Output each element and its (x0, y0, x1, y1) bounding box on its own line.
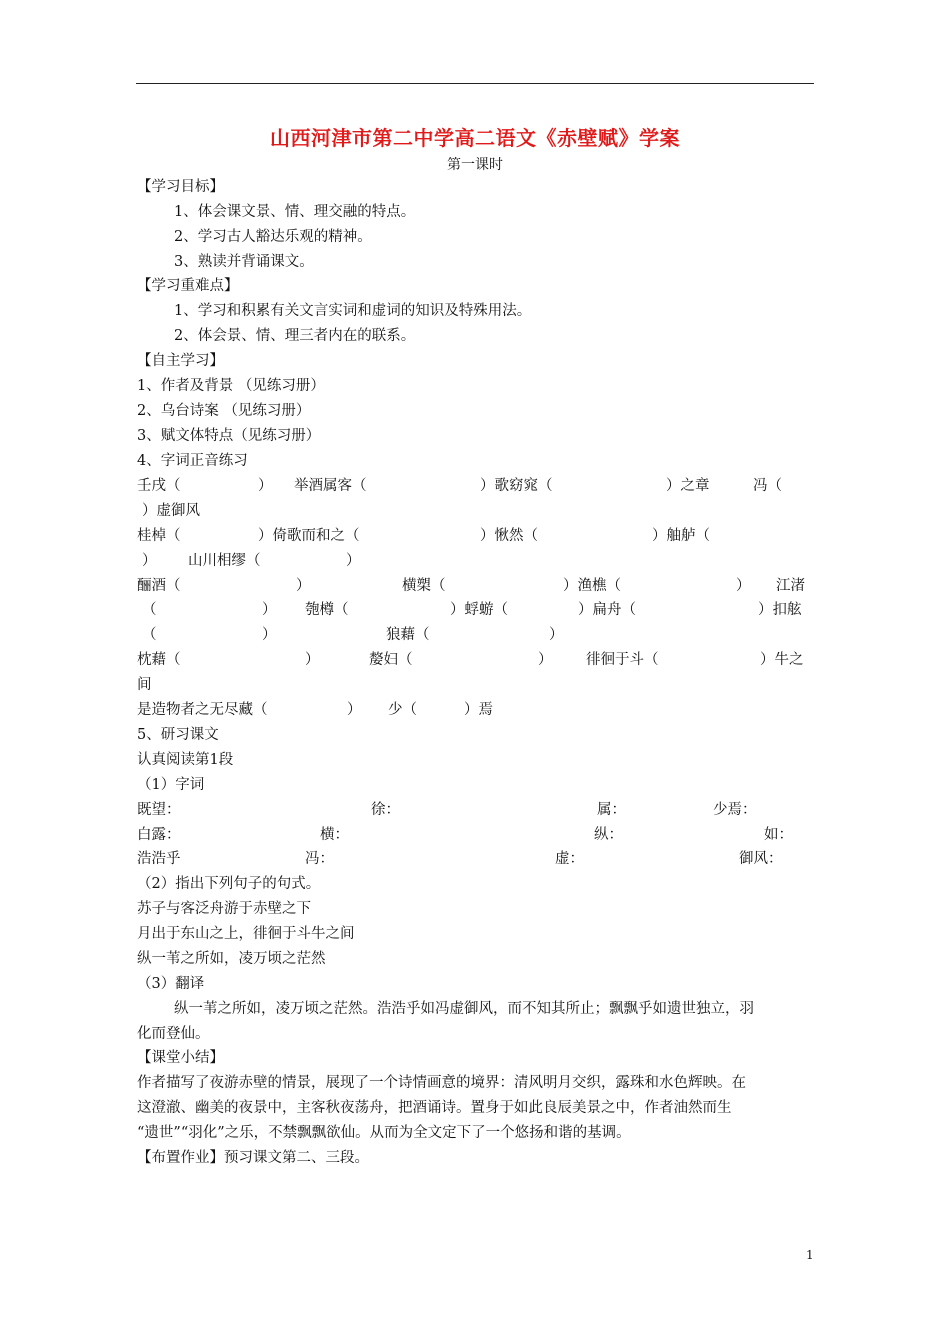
pron-term: 江渚 (776, 578, 805, 594)
pron-bracket: ） (296, 578, 311, 594)
pron-term: 是造物者之无尽藏（ (137, 702, 268, 718)
pron-term: 少（ (388, 702, 417, 718)
pron-bracket: ） (262, 627, 277, 643)
pron-term: 横槊（ (402, 578, 446, 594)
vocab-term: 虚： (555, 851, 584, 867)
self-study-item: 4、字词正音练习 (137, 453, 248, 469)
sentence-item: 纵一苇之所如，凌万顷之茫然 (137, 951, 326, 967)
goal-item: 2、学习古人豁达乐观的精神。 (174, 229, 372, 245)
pron-term: ）蜉蝣（ (450, 602, 508, 618)
vocab-term: 徐： (371, 802, 400, 818)
vocab-heading: （1）字词 (137, 777, 205, 793)
pron-term: 枕藉（ (137, 652, 181, 668)
pron-bracket: ） (538, 652, 553, 668)
vocab-term: 既望： (137, 802, 181, 818)
vocab-term: 少焉： (713, 802, 757, 818)
difficulties-heading: 【学习重难点】 (137, 278, 239, 294)
vocab-term: 白露： (137, 827, 181, 843)
goal-item: 1、体会课文景、情、理交融的特点。 (174, 204, 416, 220)
pron-term: 匏樽（ (305, 602, 349, 618)
pron-term: ）扣舷 (758, 602, 802, 618)
pron-bracket: ） (142, 553, 157, 569)
translate-text: 纵一苇之所如，凌万顷之茫然。浩浩乎如冯虚御风，而不知其所止；飘飘乎如遗世独立，羽 (174, 1001, 754, 1017)
pron-term: ）歌窈窕（ (480, 478, 553, 494)
sentence-heading: （2）指出下列句子的句式。 (137, 876, 321, 892)
sentence-item: 苏子与客泛舟游于赤壁之下 (137, 901, 311, 917)
summary-text: 这澄澈、幽美的夜景中，主客秋夜荡舟，把酒诵诗。置身于如此良辰美景之中，作者油然而生 (137, 1100, 732, 1116)
pron-term: 酾酒（ (137, 578, 181, 594)
self-study-item: 1、作者及背景 （见练习册） (137, 378, 325, 394)
difficulty-item: 2、体会景、情、理三者内在的联系。 (174, 328, 416, 344)
document-title: 山西河津市第二中学高二语文《赤壁赋》学案 (270, 126, 680, 150)
goals-heading: 【学习目标】 (137, 179, 224, 195)
pron-term: 桂棹（ (137, 528, 181, 544)
pron-term: ）倚歌而和之（ (258, 528, 360, 544)
pron-term: 狼藉（ (386, 627, 430, 643)
homework-line (137, 1148, 369, 1168)
study-text-heading: 5、研习课文 (137, 727, 219, 743)
vocab-term: 冯： (305, 851, 334, 867)
pron-term: 壬戌（ (137, 478, 181, 494)
summary-text: 作者描写了夜游赤壁的情景，展现了一个诗情画意的境界：清风明月交织，露珠和水色辉映。在 (137, 1075, 746, 1091)
header-rule (136, 83, 814, 84)
pron-term: ）扁舟（ (578, 602, 636, 618)
pron-term: ）焉 (464, 702, 493, 718)
translate-text: 化而登仙。 (137, 1026, 210, 1042)
pron-bracket: ） (258, 478, 273, 494)
summary-heading: 【课堂小结】 (137, 1050, 224, 1066)
difficulty-item: 1、学习和积累有关文言实词和虚词的知识及特殊用法。 (174, 303, 532, 319)
vocab-term: 御风： (739, 851, 783, 867)
pron-bracket: ） (347, 702, 362, 718)
pron-term: 徘徊于斗（ (586, 652, 659, 668)
pron-bracket: ） (549, 627, 564, 643)
homework-text: 预习课文第二、三段。 (224, 1150, 369, 1166)
pron-term: 冯（ (753, 478, 782, 494)
self-study-item: 3、赋文体特点（见练习册） (137, 428, 321, 444)
vocab-term: 浩浩乎 (137, 851, 181, 867)
lesson-subtitle: 第一课时 (447, 157, 503, 173)
goal-item: 3、熟读并背诵课文。 (174, 254, 314, 270)
self-study-heading: 【自主学习】 (137, 353, 224, 369)
pron-bracket: ） (262, 602, 277, 618)
pron-bracket: ） (346, 553, 361, 569)
self-study-item: 2、乌台诗案 （见练习册） (137, 403, 311, 419)
homework-heading: 【布置作业】 (137, 1150, 224, 1166)
page-number: 1 (806, 1248, 814, 1262)
pron-term: 嫠妇（ (369, 652, 413, 668)
sentence-item: 月出于东山之上，徘徊于斗牛之间 (137, 926, 355, 942)
pron-term: ）牛之 (760, 652, 804, 668)
vocab-term: 属： (597, 802, 626, 818)
read-instruction: 认真阅读第1段 (137, 752, 234, 768)
pron-term: ）之章 (666, 478, 710, 494)
pron-bracket: （ (142, 627, 157, 643)
vocab-term: 纵： (594, 827, 623, 843)
summary-text: “遗世”“羽化”之乐，不禁飘飘欲仙。从而为全文定下了一个悠扬和谐的基调。 (137, 1125, 631, 1141)
pron-bracket: ） (736, 578, 751, 594)
pron-bracket: ） (305, 652, 320, 668)
vocab-term: 横： (320, 827, 349, 843)
pron-term: ）虚御风 (142, 503, 200, 519)
vocab-term: 如： (764, 827, 793, 843)
pron-term: 举酒属客（ (294, 478, 367, 494)
pron-term: ）舳舻（ (652, 528, 710, 544)
pron-bracket: （ (142, 602, 157, 618)
pron-term: ）渔樵（ (563, 578, 621, 594)
pron-term: ）愀然（ (480, 528, 538, 544)
pron-term: 山川相缪（ (188, 553, 261, 569)
pron-term: 间 (137, 677, 152, 693)
translate-heading: （3）翻译 (137, 976, 205, 992)
